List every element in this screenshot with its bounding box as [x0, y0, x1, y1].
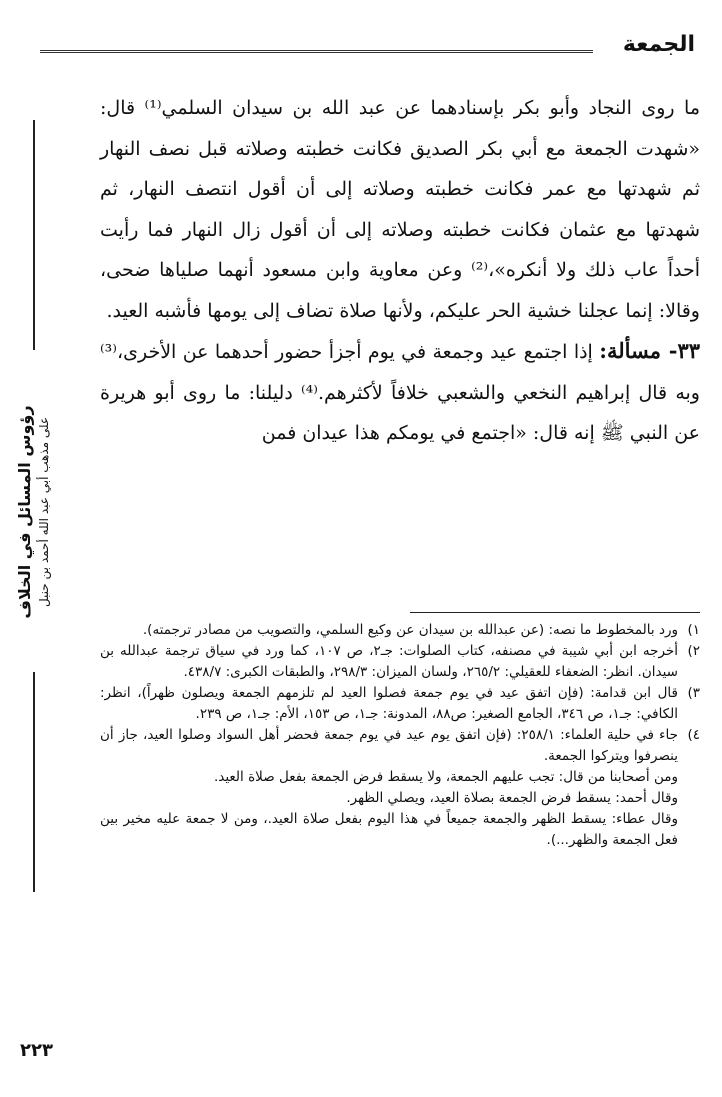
- paragraph-2: [100, 331, 700, 454]
- main-text: [100, 88, 700, 454]
- footnote-2: [100, 641, 700, 683]
- footnote-body: [100, 620, 678, 641]
- footnote-line: قال ابن قدامة: (فإن اتفق عيد في يوم جمعة فصلوا العيد لم تلزمهم الجمعة ويصلون ظهراً)، انظر: الكافي: جـ١، ص ٣٤٦، الجامع الصغير: ص٨٨، المدونة: جـ١، ص ١٥٣، الأم: جـ١، ص ٢٣٩.: [100, 685, 678, 722]
- page-header: [40, 30, 695, 62]
- footnote-number: ١): [687, 622, 700, 638]
- side-title-sub: على مذهب أبي عبد الله أحمد بن حنبل: [37, 416, 51, 608]
- footnote-number: ٣): [687, 685, 700, 701]
- footnotes-rule: [410, 612, 700, 613]
- footnote-line: ومن أصحابنا من قال: تجب عليهم الجمعة، ولا يسقط فرض الجمعة بفعل صلاة العيد.: [213, 769, 678, 785]
- running-title: الجمعة: [622, 32, 695, 57]
- paragraph-1: ما روى النجاد وأبو بكر بإسنادهما عن عبد الله بن سيدان السلمي⁽¹⁾ قال: «شهدت الجمعة مع أبي بكر الصديق فكانت خطبته وصلاته قبل نصف النهار ثم شهدتها مع عمر فكانت خطبته وصلاته إلى أن أقول انتصف النهار، ثم شهدتها مع عثمان فكانت خطبته وصلاته إلى أن أقول زال النهار فما رأيت أحداً عاب ذلك ولا أنكره»،⁽²⁾ وعن معاوية وابن مسعود أنهما صلياها ضحى، وقالا: إنما عجلنا خشية الحر عليكم، ولأنها صلاة تضاف إلى يومها فأشبه العيد.: [100, 97, 700, 322]
- footnote-body: [100, 683, 678, 725]
- footnotes: [100, 620, 700, 851]
- issue-label: ٣٣- مسألة:: [599, 338, 700, 363]
- side-book-title: [6, 120, 62, 920]
- side-rule-top: [33, 120, 35, 350]
- footnote-4: [100, 725, 700, 851]
- footnote-1: [100, 620, 700, 641]
- footnote-line: وقال أحمد: يسقط فرض الجمعة بصلاة العيد، ويصلي الظهر.: [346, 790, 678, 806]
- footnote-body: [100, 641, 678, 683]
- header-rule: [40, 50, 593, 53]
- footnote-3: [100, 683, 700, 725]
- side-title-text: [15, 362, 53, 662]
- footnote-number: ٤): [687, 727, 700, 743]
- footnote-line: أخرجه ابن أبي شيبة في مصنفه، كتاب الصلوات: جـ٢، ص ١٠٧، كما ورد في سياق ترجمة عبدالله بن سيدان. انظر: الضعفاء للعقيلي: ٢٦٥/٢، ولسان الميزان: ٢٩٨/٣، والطبقات الكبرى: ٤٣٨/٧.: [100, 643, 678, 680]
- footnote-line: جاء في حلية العلماء: ٢٥٨/١: (فإن اتفق يوم عيد في يوم جمعة فحضر أهل السواد وصلوا العيد، جاز أن ينصرفوا ويتركوا الجمعة.: [100, 727, 678, 764]
- issue-text: إذا اجتمع عيد وجمعة في يوم أجزأ حضور أحدهما عن الأخرى،⁽³⁾ وبه قال إبراهيم النخعي والشعبي خلافاً لأكثرهم.⁽⁴⁾ دليلنا: ما روى أبو هريرة عن النبي ﷺ إنه قال: «اجتمع في يومكم هذا عيدان فمن: [100, 341, 700, 444]
- footnote-line: وقال عطاء: يسقط الظهر والجمعة جميعاً في هذا اليوم بفعل صلاة العيد.، ومن لا جمعة عليه مخير بين فعل الجمعة والظهر...).: [100, 811, 678, 848]
- footnote-body: [100, 725, 678, 851]
- footnote-number: ٢): [687, 643, 700, 659]
- side-title-main: رؤوس المسائل في الخلاف: [15, 405, 34, 619]
- side-rule-bottom: [33, 672, 35, 892]
- footnote-line: ورد بالمخطوط ما نصه: (عن عبدالله بن سيدان عن وكيع السلمي، والتصويب من مصادر ترجمته).: [142, 622, 678, 638]
- page-number: ٢٢٣: [20, 1040, 53, 1061]
